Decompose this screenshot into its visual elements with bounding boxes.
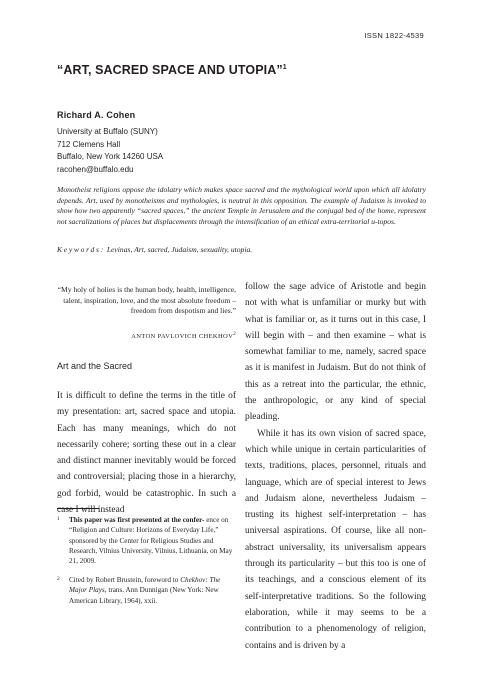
section-heading: Art and the Sacred	[57, 361, 133, 371]
footnote-number: 2	[57, 576, 60, 582]
footnote-lead: This paper was first presented at the confer-	[69, 516, 205, 524]
author-email[interactable]: racohen@buffalo.edu	[57, 164, 134, 174]
epigraph-author	[57, 332, 236, 340]
body-paragraph: While it has its own vision of sacred space, which while unique in certain particularities of texts, traditions, places, personnel, rituals and language, which are of special interest to Jews and Judaism alone, nevertheless Judaism – trusting its highest self-interpretation – has universal aspirations. Of course, like all non-abstract universality, its universalism appears through its particularity – but this too is one of its teachings, and a conscious element of its self-interpretative traditions. So the following elaboration, while it may seems to be a contribution to a phenomenology of religion, contains and is driven by a	[245, 428, 426, 651]
footnote-pre: Cited by Robert Brustein, foreword to	[69, 576, 181, 584]
keywords-list: Levinas, Art, sacred, Judaism, sexuality, utopia.	[106, 245, 253, 254]
footnote-divider	[57, 508, 99, 509]
author-name: Richard A. Cohen	[57, 110, 136, 120]
footnote-text	[69, 575, 236, 606]
author-street: 712 Clemens Hall	[57, 139, 121, 149]
abstract: Monotheist religions oppose the idolatry which makes space sacred and the mythological world upon which all idolatry depends. Art, used by monotheisms and mythologies, is neutral in this opposition. The example of Judaism is invoked to show how two apparently “sacred spaces,” the ancient Temple in Jerusalem and the conjugal bed of the home, represent not sacralizations of places but displacements through the intensification of an ethical extra-territorial u-topos.	[57, 185, 426, 226]
keywords-label: Keywords:	[57, 245, 105, 254]
epigraph-author-name: ANTON PAVLOVICH CHEKHOV	[131, 333, 234, 340]
body-paragraph: follow the sage advice of Aristotle and begin not with what is unfamiliar or murky but with what is familiar or, as it turns out in this case, I will begin with – and then examine – what is somewhat familiar to me, namely, sacred space as it is manifest in Judaism. But do not think of this as a retreat into the particular, the ethnic, the anthropologic, or any kind of special pleading.	[245, 282, 426, 423]
footnote-post: , trans. Ann Dunnigan (New York: New American Library, 1964), xxii.	[69, 586, 219, 605]
keywords-line	[57, 245, 252, 254]
author-affiliation-block	[57, 126, 163, 176]
journal-issn: ISSN 1822-4539	[364, 31, 424, 40]
epigraph-footnote-mark[interactable]: 2	[233, 332, 236, 337]
article-title	[57, 63, 287, 77]
footnote-work-title: Chekhov: The Major Plays	[69, 576, 221, 595]
body-column-right	[245, 279, 426, 654]
body-paragraph: It is difficult to define the terms in the title of my presentation: art, sacred space and utopia. Each has many meanings, which do not necessarily cohere; sorting these out in a clear and distinct manner inevitably would be forced and controversial; placing those in a hierarchy, god forbid, would be catastrophic. In such a case I will instead	[57, 391, 236, 516]
footnote-number: 1	[57, 516, 60, 522]
body-column-left	[57, 388, 236, 518]
footnote-rest: ence on “Religion and Culture: Horizons of Everyday Life,” sponsored by the Center for Religious Studies and Research, Vilnius University, Vilnius, Lithuania, on May 21, 2009.	[69, 516, 233, 566]
author-affiliation: University at Buffalo (SUNY)	[57, 127, 158, 136]
title-footnote-mark[interactable]: 1	[282, 64, 287, 71]
author-city: Buffalo, New York 14260 USA	[57, 152, 164, 162]
epigraph-quote: “My holy of holies is the human body, health, intelligence, talent, inspiration, love, and the most absolute freedom – freedom from despotism and lies.”	[57, 285, 236, 315]
article-title-text: “ART, SACRED SPACE AND UTOPIA”	[57, 63, 283, 77]
footnote-text	[69, 515, 236, 566]
